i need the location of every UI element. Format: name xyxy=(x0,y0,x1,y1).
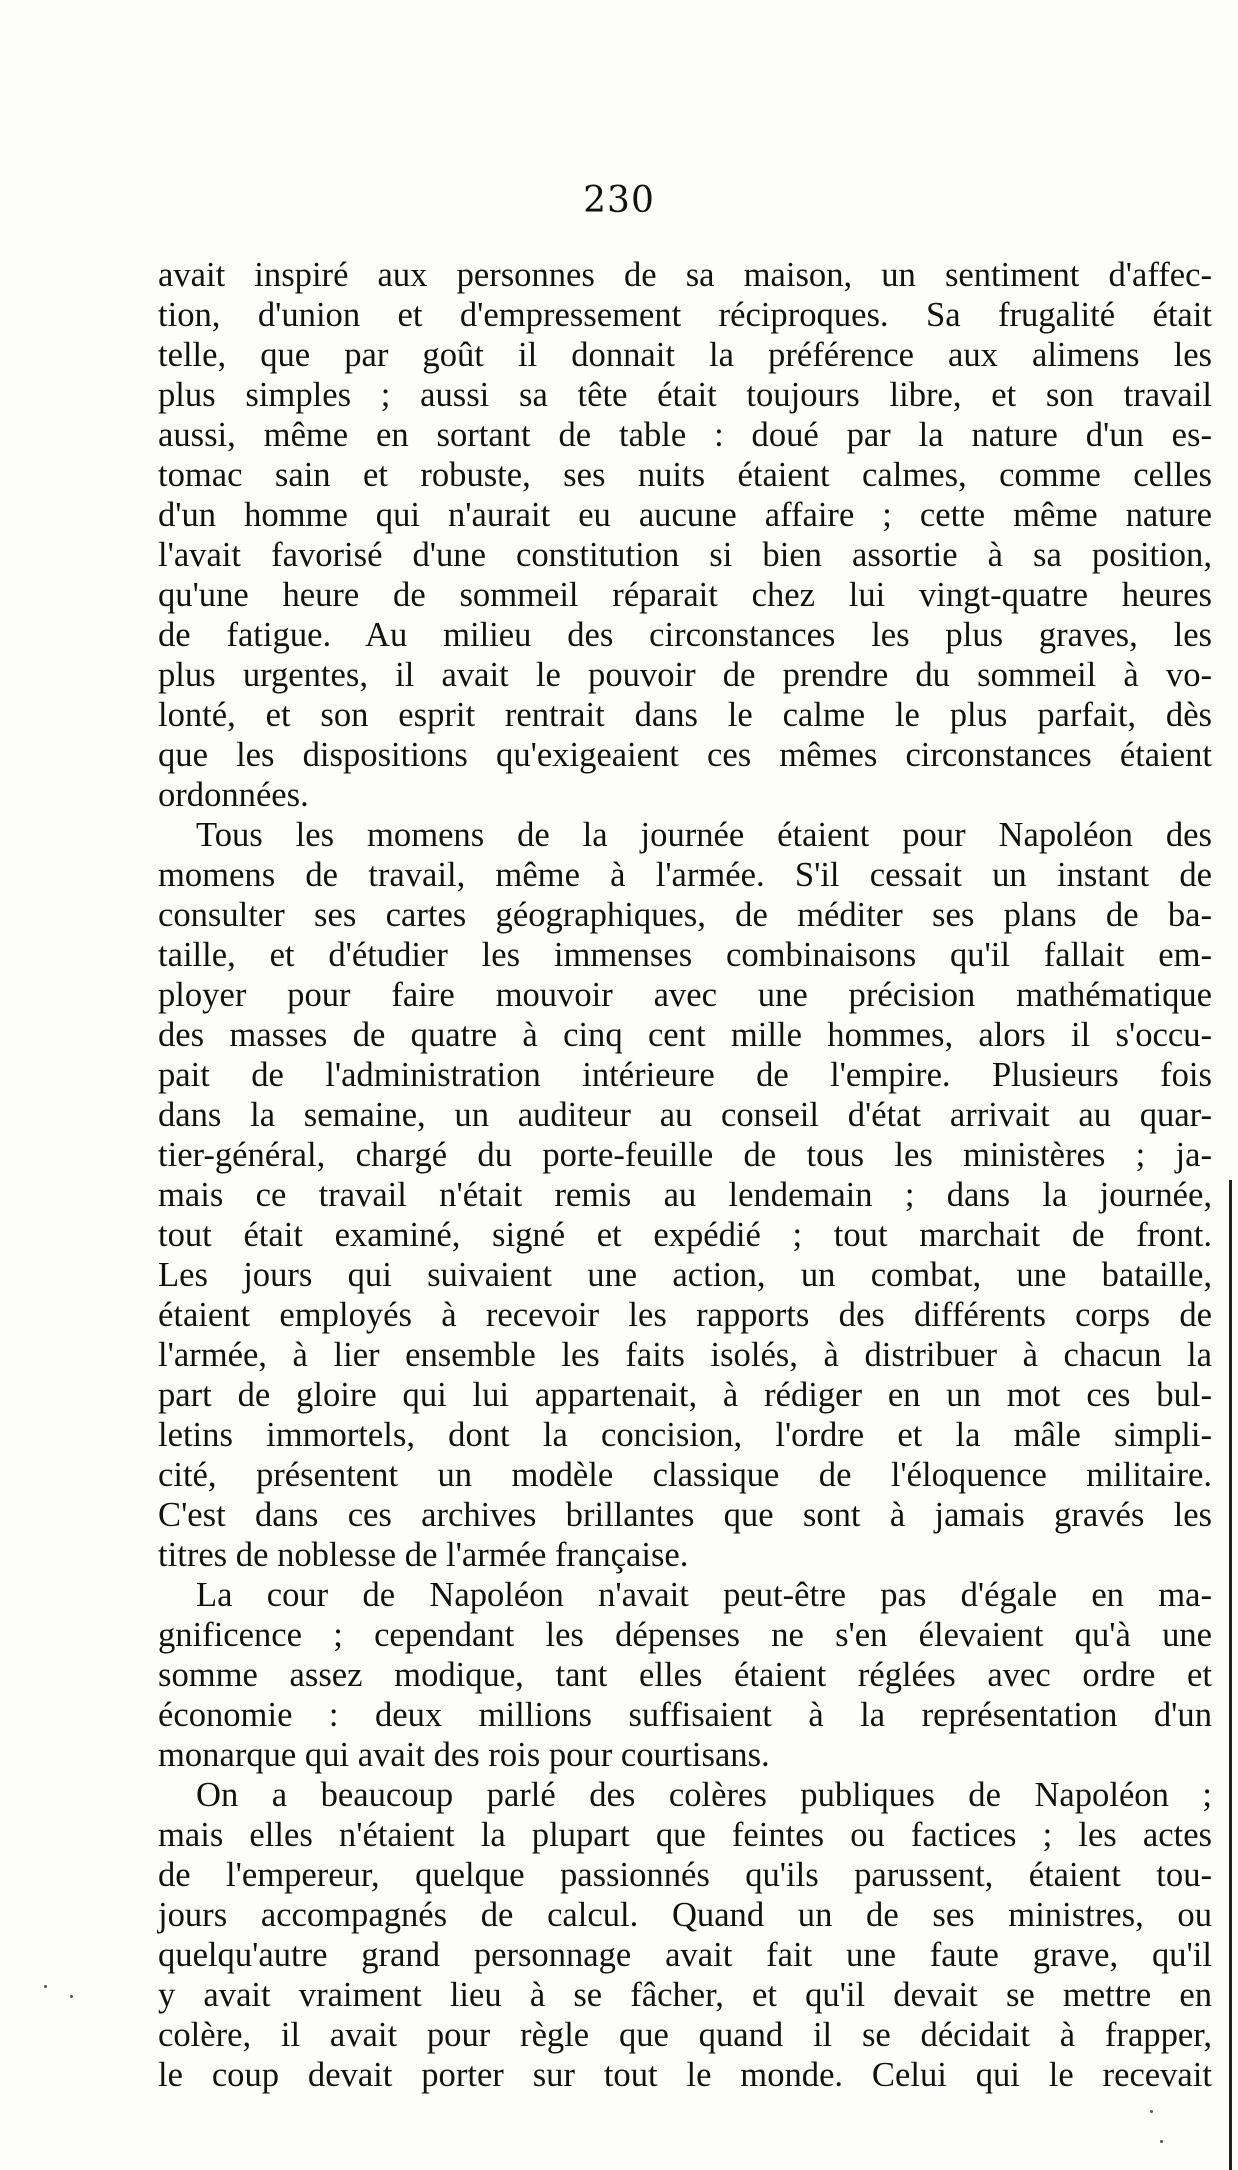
paragraph-3 xyxy=(158,1575,1212,1775)
paragraph-2 xyxy=(158,815,1212,1575)
text-line: plus urgentes, il avait le pouvoir de prendre du sommeil à vo- xyxy=(158,656,1212,694)
text-line: mais ce travail n'était remis au lendemain ; dans la journée, xyxy=(158,1176,1212,1214)
text-line: cité, présentent un modèle classique de l'éloquence militaire. xyxy=(158,1456,1212,1494)
print-speck xyxy=(70,1995,73,1998)
text-line: telle, que par goût il donnait la préférence aux alimens les xyxy=(158,336,1212,374)
text-line: tier-général, chargé du porte-feuille de tous les ministères ; ja- xyxy=(158,1136,1212,1174)
text-line: tion, d'union et d'empressement réciproques. Sa frugalité était xyxy=(158,296,1212,334)
text-line: économie : deux millions suffisaient à la représentation d'un xyxy=(158,1696,1212,1734)
text-line: letins immortels, dont la concision, l'ordre et la mâle simpli- xyxy=(158,1416,1212,1454)
print-speck xyxy=(44,1985,47,1988)
text-line: de l'empereur, quelque passionnés qu'ils parussent, étaient tou- xyxy=(158,1856,1212,1894)
text-line: avait inspiré aux personnes de sa maison, un sentiment d'affec- xyxy=(158,256,1212,294)
text-line: lonté, et son esprit rentrait dans le calme le plus parfait, dès xyxy=(158,696,1212,734)
text-line: qu'une heure de sommeil réparait chez lui vingt-quatre heures xyxy=(158,576,1212,614)
text-line: momens de travail, même à l'armée. S'il cessait un instant de xyxy=(158,856,1212,894)
page-edge-line xyxy=(1229,1180,1232,2170)
text-line: part de gloire qui lui appartenait, à rédiger en un mot ces bul- xyxy=(158,1376,1212,1414)
text-line: somme assez modique, tant elles étaient réglées avec ordre et xyxy=(158,1656,1212,1694)
print-speck xyxy=(1150,2110,1153,2113)
text-line: quelqu'autre grand personnage avait fait une faute grave, qu'il xyxy=(158,1936,1212,1974)
page-number: 230 xyxy=(583,180,655,221)
text-line: pait de l'administration intérieure de l'empire. Plusieurs fois xyxy=(158,1056,1212,1094)
paragraph-4 xyxy=(158,1775,1212,2095)
text-line: Les jours qui suivaient une action, un combat, une bataille, xyxy=(158,1256,1212,1294)
text-line: gnificence ; cependant les dépenses ne s'en élevaient qu'à une xyxy=(158,1616,1212,1654)
text-line: étaient employés à recevoir les rapports des différents corps de xyxy=(158,1296,1212,1334)
text-line: aussi, même en sortant de table : doué par la nature d'un es- xyxy=(158,416,1212,454)
text-line: ployer pour faire mouvoir avec une précision mathématique xyxy=(158,976,1212,1014)
text-line: des masses de quatre à cinq cent mille hommes, alors il s'occu- xyxy=(158,1016,1212,1054)
text-line: monarque qui avait des rois pour courtisans. xyxy=(158,1736,770,1774)
text-line: tout était examiné, signé et expédié ; tout marchait de front. xyxy=(158,1216,1212,1254)
text-line: plus simples ; aussi sa tête était toujours libre, et son travail xyxy=(158,376,1212,414)
text-line: y avait vraiment lieu à se fâcher, et qu'il devait se mettre en xyxy=(158,1976,1212,2014)
text-line: dans la semaine, un auditeur au conseil d'état arrivait au quar- xyxy=(158,1096,1212,1134)
text-line: le coup devait porter sur tout le monde. Celui qui le recevait xyxy=(158,2056,1212,2094)
text-line: On a beaucoup parlé des colères publiques de Napoléon ; xyxy=(196,1776,1212,1814)
text-line: que les dispositions qu'exigeaient ces mêmes circonstances étaient xyxy=(158,736,1212,774)
text-line: consulter ses cartes géographiques, de méditer ses plans de ba- xyxy=(158,896,1212,934)
text-line: colère, il avait pour règle que quand il se décidait à frapper, xyxy=(158,2016,1212,2054)
print-speck xyxy=(1160,2140,1163,2143)
text-line: taille, et d'étudier les immenses combinaisons qu'il fallait em- xyxy=(158,936,1212,974)
paragraph-1 xyxy=(158,255,1212,815)
text-line: mais elles n'étaient la plupart que feintes ou factices ; les actes xyxy=(158,1816,1212,1854)
text-line: La cour de Napoléon n'avait peut-être pas d'égale en ma- xyxy=(196,1576,1212,1614)
text-line: de fatigue. Au milieu des circonstances les plus graves, les xyxy=(158,616,1212,654)
text-line: Tous les momens de la journée étaient pour Napoléon des xyxy=(196,816,1212,854)
text-line: ordonnées. xyxy=(158,776,309,814)
text-line: l'avait favorisé d'une constitution si bien assortie à sa position, xyxy=(158,536,1212,574)
text-line: l'armée, à lier ensemble les faits isolés, à distribuer à chacun la xyxy=(158,1336,1212,1374)
text-line: tomac sain et robuste, ses nuits étaient calmes, comme celles xyxy=(158,456,1212,494)
body-text xyxy=(158,255,1212,2095)
text-line: C'est dans ces archives brillantes que sont à jamais gravés les xyxy=(158,1496,1212,1534)
text-line: d'un homme qui n'aurait eu aucune affaire ; cette même nature xyxy=(158,496,1212,534)
text-line: titres de noblesse de l'armée française. xyxy=(158,1536,689,1574)
text-line: jours accompagnés de calcul. Quand un de ses ministres, ou xyxy=(158,1896,1212,1934)
